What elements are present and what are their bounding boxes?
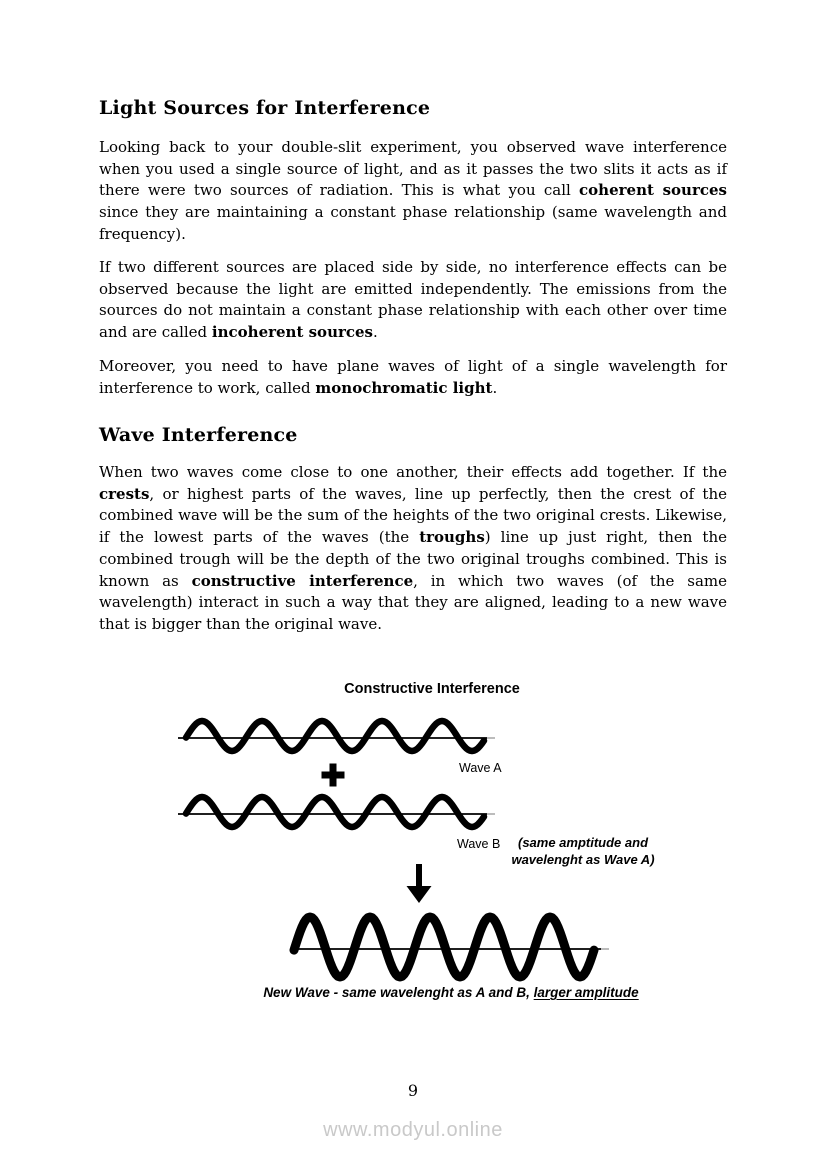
text-run: Moreover, you need to have plane waves of light of a single wavelength for interference to work, called <box>99 357 727 397</box>
text-run: . <box>373 323 378 342</box>
wave-b-graphic <box>176 788 496 840</box>
wave-b-note-line1: (same amptitude and <box>517 835 649 850</box>
plus-icon <box>320 762 346 788</box>
text-run: If two different sources are placed side by side, no interference effects can be observed because the light are emitted independently. The emissions from the sources do not maintain a constant phase relationship with each other over time and are called <box>99 258 727 342</box>
bold-term-incoherent-sources: incoherent sources <box>211 323 373 342</box>
section-heading-light-sources: Light Sources for Interference <box>99 97 431 119</box>
wave-b-note-line2: wavelenght as Wave A) <box>511 852 655 867</box>
down-arrow-icon <box>403 864 435 904</box>
bold-term-coherent-sources: coherent sources <box>579 181 727 200</box>
wave-b-label: Wave B <box>457 837 501 851</box>
text-run: When two waves come close to one another, their effects add together. If the <box>99 463 727 481</box>
new-wave-graphic <box>288 907 610 991</box>
caption-text: New Wave - same wavelenght as A and B, <box>263 985 534 1000</box>
wave-b-note <box>503 834 663 868</box>
wave-a-graphic <box>176 712 496 764</box>
page-number: 9 <box>407 1081 419 1100</box>
bold-term-constructive-interference: constructive interference <box>191 571 414 590</box>
watermark: www.modyul.online <box>323 1119 503 1141</box>
text-run: ) line up just right, then the combined trough will be the depth of the two original troughs combined. This is known as <box>99 528 727 590</box>
figure-caption <box>151 985 751 1000</box>
text-run: , or highest parts of the waves, line up perfectly, then the crest of the combined wave will be the sum of the heights of the two original crests. Likewise, if the lowest parts of the waves (the <box>99 484 727 547</box>
text-run: since they are maintaining a constant phase relationship (same wavelength and frequency). <box>99 203 727 243</box>
text-run: , in which two waves (of the same wavelength) interact in such a way that they are aligned, leading to a new wave that is bigger than the original wave. <box>99 571 727 633</box>
section-heading-wave-interference: Wave Interference <box>99 424 298 446</box>
paragraph <box>99 462 727 636</box>
wave-a-label: Wave A <box>459 761 502 775</box>
figure-title: Constructive Interference <box>344 681 520 697</box>
text-run: . <box>492 378 498 397</box>
bold-term-crests: crests <box>99 484 150 503</box>
paragraph <box>99 257 727 344</box>
paragraph <box>99 137 727 246</box>
paragraph <box>99 356 727 399</box>
text-run: Looking back to your double-slit experiment, you observed wave interference when you used a single source of light, and as it passes the two slits it acts as if there were two sources of radiation. This is what you call <box>99 138 727 200</box>
bold-term-troughs: troughs <box>419 528 485 547</box>
caption-underlined-text: larger amplitude <box>533 985 639 1000</box>
bold-term-monochromatic-light: monochromatic light <box>315 378 493 397</box>
